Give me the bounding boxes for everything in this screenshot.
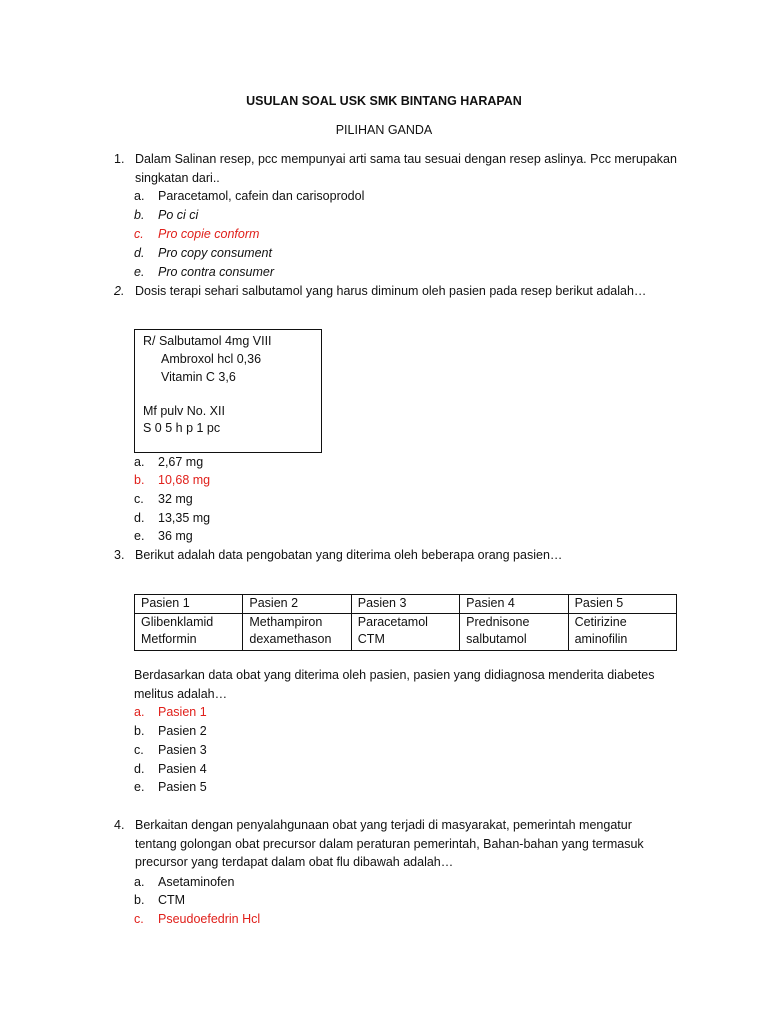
option-letter: b. — [134, 724, 145, 738]
option-text: Pro copy consument — [158, 246, 272, 260]
question-text: Dalam Salinan resep, pcc mempunyai arti sama tau sesuai dengan resep aslinya. Pcc merupakan singkatan dari.. — [135, 152, 677, 185]
option-text: Paracetamol, cafein dan carisoprodol — [158, 189, 365, 203]
q3-option-d — [134, 760, 207, 779]
q3-option-b — [134, 722, 207, 741]
table-cell — [460, 613, 568, 650]
q4-option-c-answer — [134, 910, 260, 929]
q1-option-a — [134, 187, 364, 206]
option-text: 13,35 mg — [158, 511, 211, 525]
option-letter: b. — [134, 208, 145, 222]
prescription-line: S 0 5 h p 1 pc — [143, 421, 221, 435]
question-number: 2. — [114, 284, 125, 298]
option-letter: d. — [134, 762, 145, 776]
q2-option-d — [134, 509, 210, 528]
q1-option-b — [134, 206, 198, 225]
q4-option-b — [134, 891, 185, 910]
option-letter: b. — [134, 893, 145, 907]
question-text: Berikut adalah data pengobatan yang diterima oleh beberapa orang pasien… — [135, 548, 563, 562]
question-number: 4. — [114, 818, 125, 832]
q2-option-a — [134, 453, 203, 472]
option-text: Pasien 5 — [158, 780, 207, 794]
q1-option-d — [134, 244, 272, 263]
q4-option-a — [134, 873, 234, 892]
option-letter: e. — [134, 529, 145, 543]
option-letter: d. — [134, 246, 145, 260]
table-header-cell: Pasien 1 — [135, 595, 243, 614]
q2-option-b-answer — [134, 471, 210, 490]
option-letter: a. — [134, 189, 145, 203]
table-cell — [243, 613, 351, 650]
drug-name: Glibenklamid — [141, 614, 214, 629]
question-number: 3. — [114, 548, 125, 562]
table-header-cell: Pasien 2 — [243, 595, 351, 614]
option-letter: a. — [134, 705, 145, 719]
question-text: Berkaitan dengan penyalahgunaan obat yang terjadi di masyarakat, pemerintah mengatur tentang golongan obat precursor dalam peraturan pemerintah, Bahan-bahan yang termasuk precursor yang terdapat dalam obat flu dibawah adalah… — [135, 818, 644, 869]
drug-name: Prednisone — [466, 614, 530, 629]
table-cell — [351, 613, 459, 650]
option-text: Po ci ci — [158, 208, 199, 222]
drug-name: dexamethason — [249, 632, 332, 646]
option-letter: c. — [134, 492, 144, 506]
drug-name: Metformin — [141, 632, 197, 646]
drug-name: CTM — [357, 632, 385, 646]
option-letter: a. — [134, 875, 145, 889]
option-text: 32 mg — [158, 492, 193, 506]
question-number: 1. — [114, 152, 125, 166]
followup-text: Berdasarkan data obat yang diterima oleh pasien, pasien yang didiagnosa menderita diabetes melitus adalah… — [134, 668, 655, 701]
option-letter: e. — [134, 265, 145, 279]
prescription-line: Mf pulv No. XII — [143, 404, 225, 418]
section-subtitle: PILIHAN GANDA — [335, 123, 433, 137]
prescription-line: R/ Salbutamol 4mg VIII — [143, 334, 272, 348]
prescription-line: Vitamin C 3,6 — [161, 370, 236, 384]
option-letter: c. — [134, 912, 144, 926]
drug-name: Paracetamol — [357, 614, 428, 629]
table-header-row — [135, 595, 677, 614]
question-text: Dosis terapi sehari salbutamol yang harus diminum oleh pasien pada resep berikut adalah… — [135, 284, 647, 298]
document-title: USULAN SOAL USK SMK BINTANG HARAPAN — [246, 94, 522, 108]
drug-name: aminofilin — [574, 632, 628, 646]
drug-name: salbutamol — [466, 632, 527, 646]
option-text: CTM — [158, 893, 186, 907]
option-letter: a. — [134, 455, 145, 469]
option-text: Pasien 4 — [158, 762, 207, 776]
option-letter: e. — [134, 780, 145, 794]
q3-option-e — [134, 778, 207, 797]
q1-option-c-answer — [134, 225, 259, 244]
option-text: Pasien 2 — [158, 724, 207, 738]
option-letter: b. — [134, 473, 145, 487]
option-text: 36 mg — [158, 529, 193, 543]
option-text: Asetaminofen — [158, 875, 235, 889]
q1-option-e — [134, 263, 274, 282]
drug-name: Methampiron — [249, 614, 323, 629]
patient-medication-table — [134, 594, 677, 651]
prescription-line: Ambroxol hcl 0,36 — [161, 352, 262, 366]
table-header-cell: Pasien 5 — [568, 595, 676, 614]
table-header-cell: Pasien 4 — [460, 595, 568, 614]
option-text: Pro contra consumer — [158, 265, 275, 279]
q2-option-c — [134, 490, 193, 509]
option-text: Pasien 1 — [158, 705, 207, 719]
option-text: 10,68 mg — [158, 473, 211, 487]
table-cell — [568, 613, 676, 650]
drug-name: Cetirizine — [574, 614, 627, 629]
table-cell — [135, 613, 243, 650]
option-text: Pasien 3 — [158, 743, 207, 757]
option-text: Pro copie conform — [158, 227, 260, 241]
table-header-cell: Pasien 3 — [351, 595, 459, 614]
q3-option-c — [134, 741, 207, 760]
option-letter: c. — [134, 227, 144, 241]
option-text: Pseudoefedrin Hcl — [158, 912, 261, 926]
option-letter: c. — [134, 743, 144, 757]
option-letter: d. — [134, 511, 145, 525]
q3-option-a-answer — [134, 703, 207, 722]
prescription-box — [134, 329, 322, 453]
table-row — [135, 613, 677, 650]
option-text: 2,67 mg — [158, 455, 204, 469]
q2-option-e — [134, 527, 193, 546]
